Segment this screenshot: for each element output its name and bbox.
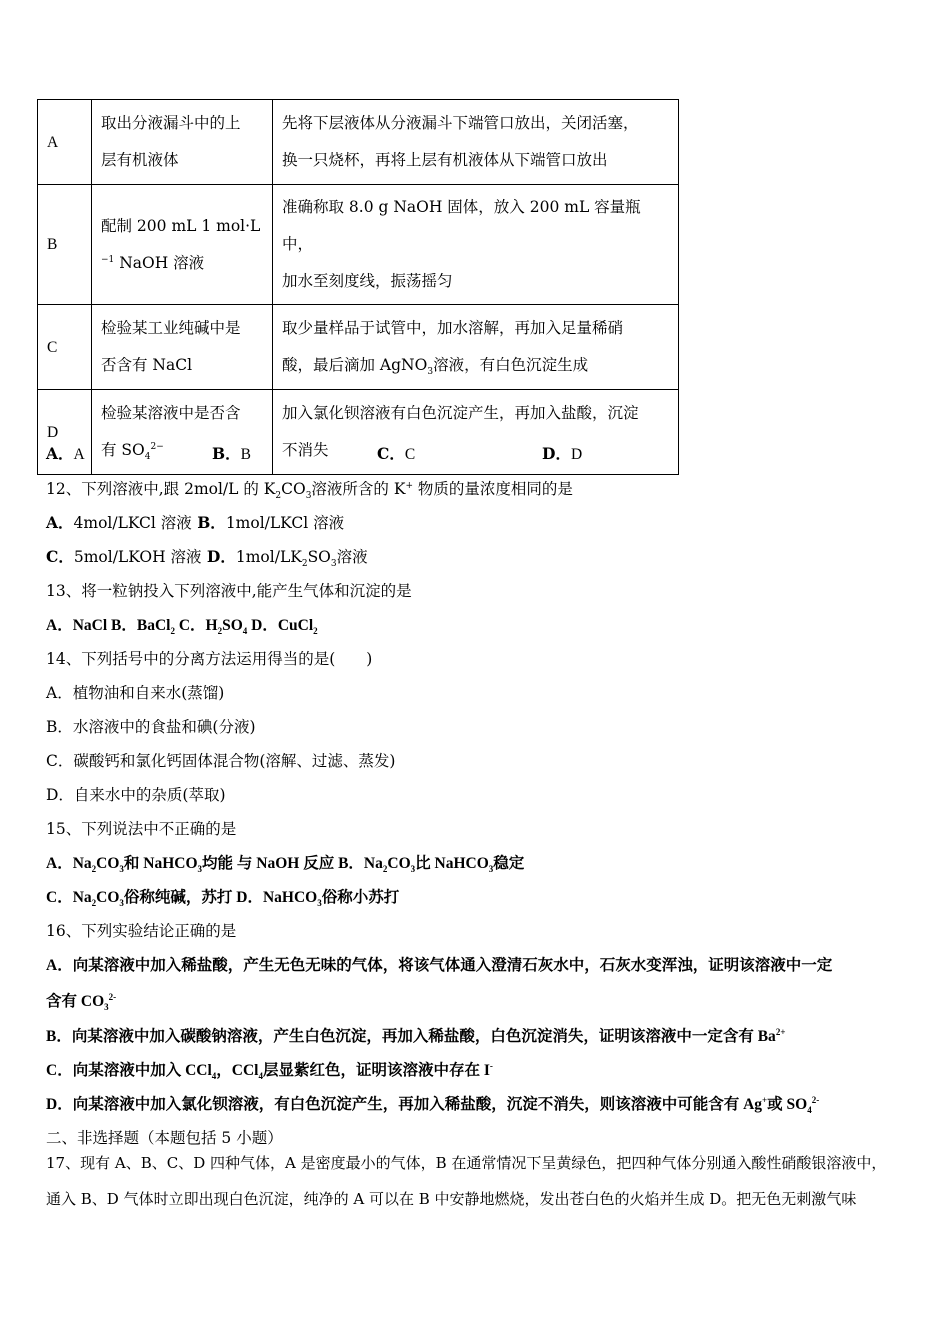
table-row xyxy=(38,305,679,390)
method-cell xyxy=(273,305,679,390)
table-row xyxy=(38,100,679,185)
purpose-cell xyxy=(92,185,273,305)
cell-text: 准确称取 8.0 g NaOH 固体，放入 200 mL 容量瓶中， xyxy=(282,198,641,253)
row-label: C xyxy=(38,305,92,390)
q16-option-a-line1: A．向某溶液中加入稀盐酸，产生无色无味的气体，将该气体通入澄清石灰水中，石灰水变浑浊，证明该溶液中一定 xyxy=(46,957,833,974)
cell-text: 酸，最后滴加 AgNO$_3$溶液，有白色沉淀生成 xyxy=(282,356,589,378)
q13-options: A．NaCl B．BaCl$_2$ C．$H_2SO_4$ D．CuCl$_2$ xyxy=(46,617,318,637)
cell-text: 有 $SO_4^{2-}$ xyxy=(101,441,164,463)
cell-text: 检验某工业纯碱中是 xyxy=(101,319,241,337)
cell-text: 加水至刻度线，振荡摇匀 xyxy=(282,272,453,290)
method-cell xyxy=(273,100,679,185)
q12-options-line1: A．4mol/LKCl 溶液 B．1mol/LKCl 溶液 xyxy=(46,513,345,532)
q12-stem: 12、下列溶液中,跟 2mol/L 的 $K_2CO_3$溶液所含的 K+ 物质的量浓度相同的是 xyxy=(46,480,573,502)
cell-text: 加入氯化钡溶液有白色沉淀产生，再加入盐酸，沉淀 xyxy=(282,404,639,422)
table-row xyxy=(38,390,679,475)
cell-text: 配制 200 mL 1 mol·L xyxy=(101,216,261,235)
q15-stem: 15、下列说法中不正确的是 xyxy=(46,820,237,838)
q16-stem: 16、下列实验结论正确的是 xyxy=(46,922,237,940)
q16-option-c: C．向某溶液中加入 CCl$_4$，CCl$_4$层显紫红色，证明该溶液中存在 I- xyxy=(46,1060,493,1082)
q14-option-b: B．水溶液中的食盐和碘(分液) xyxy=(46,718,256,736)
q16-option-d: D．向某溶液中加入氯化钡溶液，有白色沉淀产生，再加入稀盐酸，沉淀不消失，则该溶液中可能含有 Ag+或 $SO_4^{2-}$ xyxy=(46,1094,820,1116)
q11-option-c: C．C xyxy=(377,444,416,463)
q16-option-b: B．向某溶液中加入碳酸钠溶液，产生白色沉淀，再加入稀盐酸，白色沉淀消失，证明该溶液中一定含有 $Ba^{2+}$ xyxy=(46,1026,786,1045)
q15-options-line1: A．$Na_2CO_3$和 NaHCO$_3$均能 与 NaOH 反应 B．$Na_2CO_3$比 NaHCO$_3$稳定 xyxy=(46,855,525,875)
row-label: D xyxy=(38,390,92,475)
cell-text: 检验某溶液中是否含 xyxy=(101,404,241,422)
cell-text: 先将下层液体从分液漏斗下端管口放出，关闭活塞， xyxy=(282,114,639,132)
experiment-table xyxy=(37,99,679,475)
q13-stem: 13、将一粒钠投入下列溶液中,能产生气体和沉淀的是 xyxy=(46,582,412,600)
row-label: B xyxy=(38,185,92,305)
cell-text: 换一只烧杯，再将上层有机液体从下端管口放出 xyxy=(282,151,608,169)
cell-text: 取出分液漏斗中的上 xyxy=(101,114,241,132)
section-heading: 二、非选择题（本题包括 5 小题） xyxy=(46,1129,283,1147)
q12-options-line2: C．5mol/LKOH 溶液 D．$1mol/LK_2SO_3$溶液 xyxy=(46,547,368,570)
q15-options-line2: C．$Na_2CO_3$俗称纯碱，苏打 D．NaHCO$_3$俗称小苏打 xyxy=(46,889,400,909)
row-label: A xyxy=(38,100,92,185)
cell-text: 取少量样品于试管中，加水溶解，再加入足量稀硝 xyxy=(282,319,624,337)
q17-line2: 通入 B、D 气体时立即出现白色沉淀，纯净的 A 可以在 B 中安静地燃烧，发出苍白色的火焰并生成 D。把无色无刺激气味 xyxy=(46,1190,857,1208)
cell-text: $^{-1}$ NaOH 溶液 xyxy=(101,253,205,272)
q14-option-a: A．植物油和自来水(蒸馏) xyxy=(46,684,225,702)
q14-option-d: D．自来水中的杂质(萃取) xyxy=(46,786,226,804)
q11-option-d: D．D xyxy=(542,444,583,463)
purpose-cell xyxy=(92,100,273,185)
q17-line1: 17、现有 A、B、C、D 四种气体，A 是密度最小的气体，B 在通常情况下呈黄绿色，把四种气体分别通入酸性硝酸银溶液中， xyxy=(46,1154,887,1172)
cell-text: 否含有 NaCl xyxy=(101,356,193,374)
q16-option-a-line2: 含有 $CO_3^{2-}$ xyxy=(46,991,117,1013)
method-cell xyxy=(273,185,679,305)
cell-text: 不消失 xyxy=(282,441,329,459)
q14-stem: 14、下列括号中的分离方法运用得当的是( ) xyxy=(46,650,373,668)
q14-option-c: C．碳酸钙和氯化钙固体混合物(溶解、过滤、蒸发) xyxy=(46,752,396,770)
q11-option-b: B．B xyxy=(212,444,251,463)
cell-text: 层有机液体 xyxy=(101,151,179,169)
purpose-cell xyxy=(92,305,273,390)
q11-option-a: A．A xyxy=(46,444,85,463)
method-cell xyxy=(273,390,679,475)
table-row xyxy=(38,185,679,305)
